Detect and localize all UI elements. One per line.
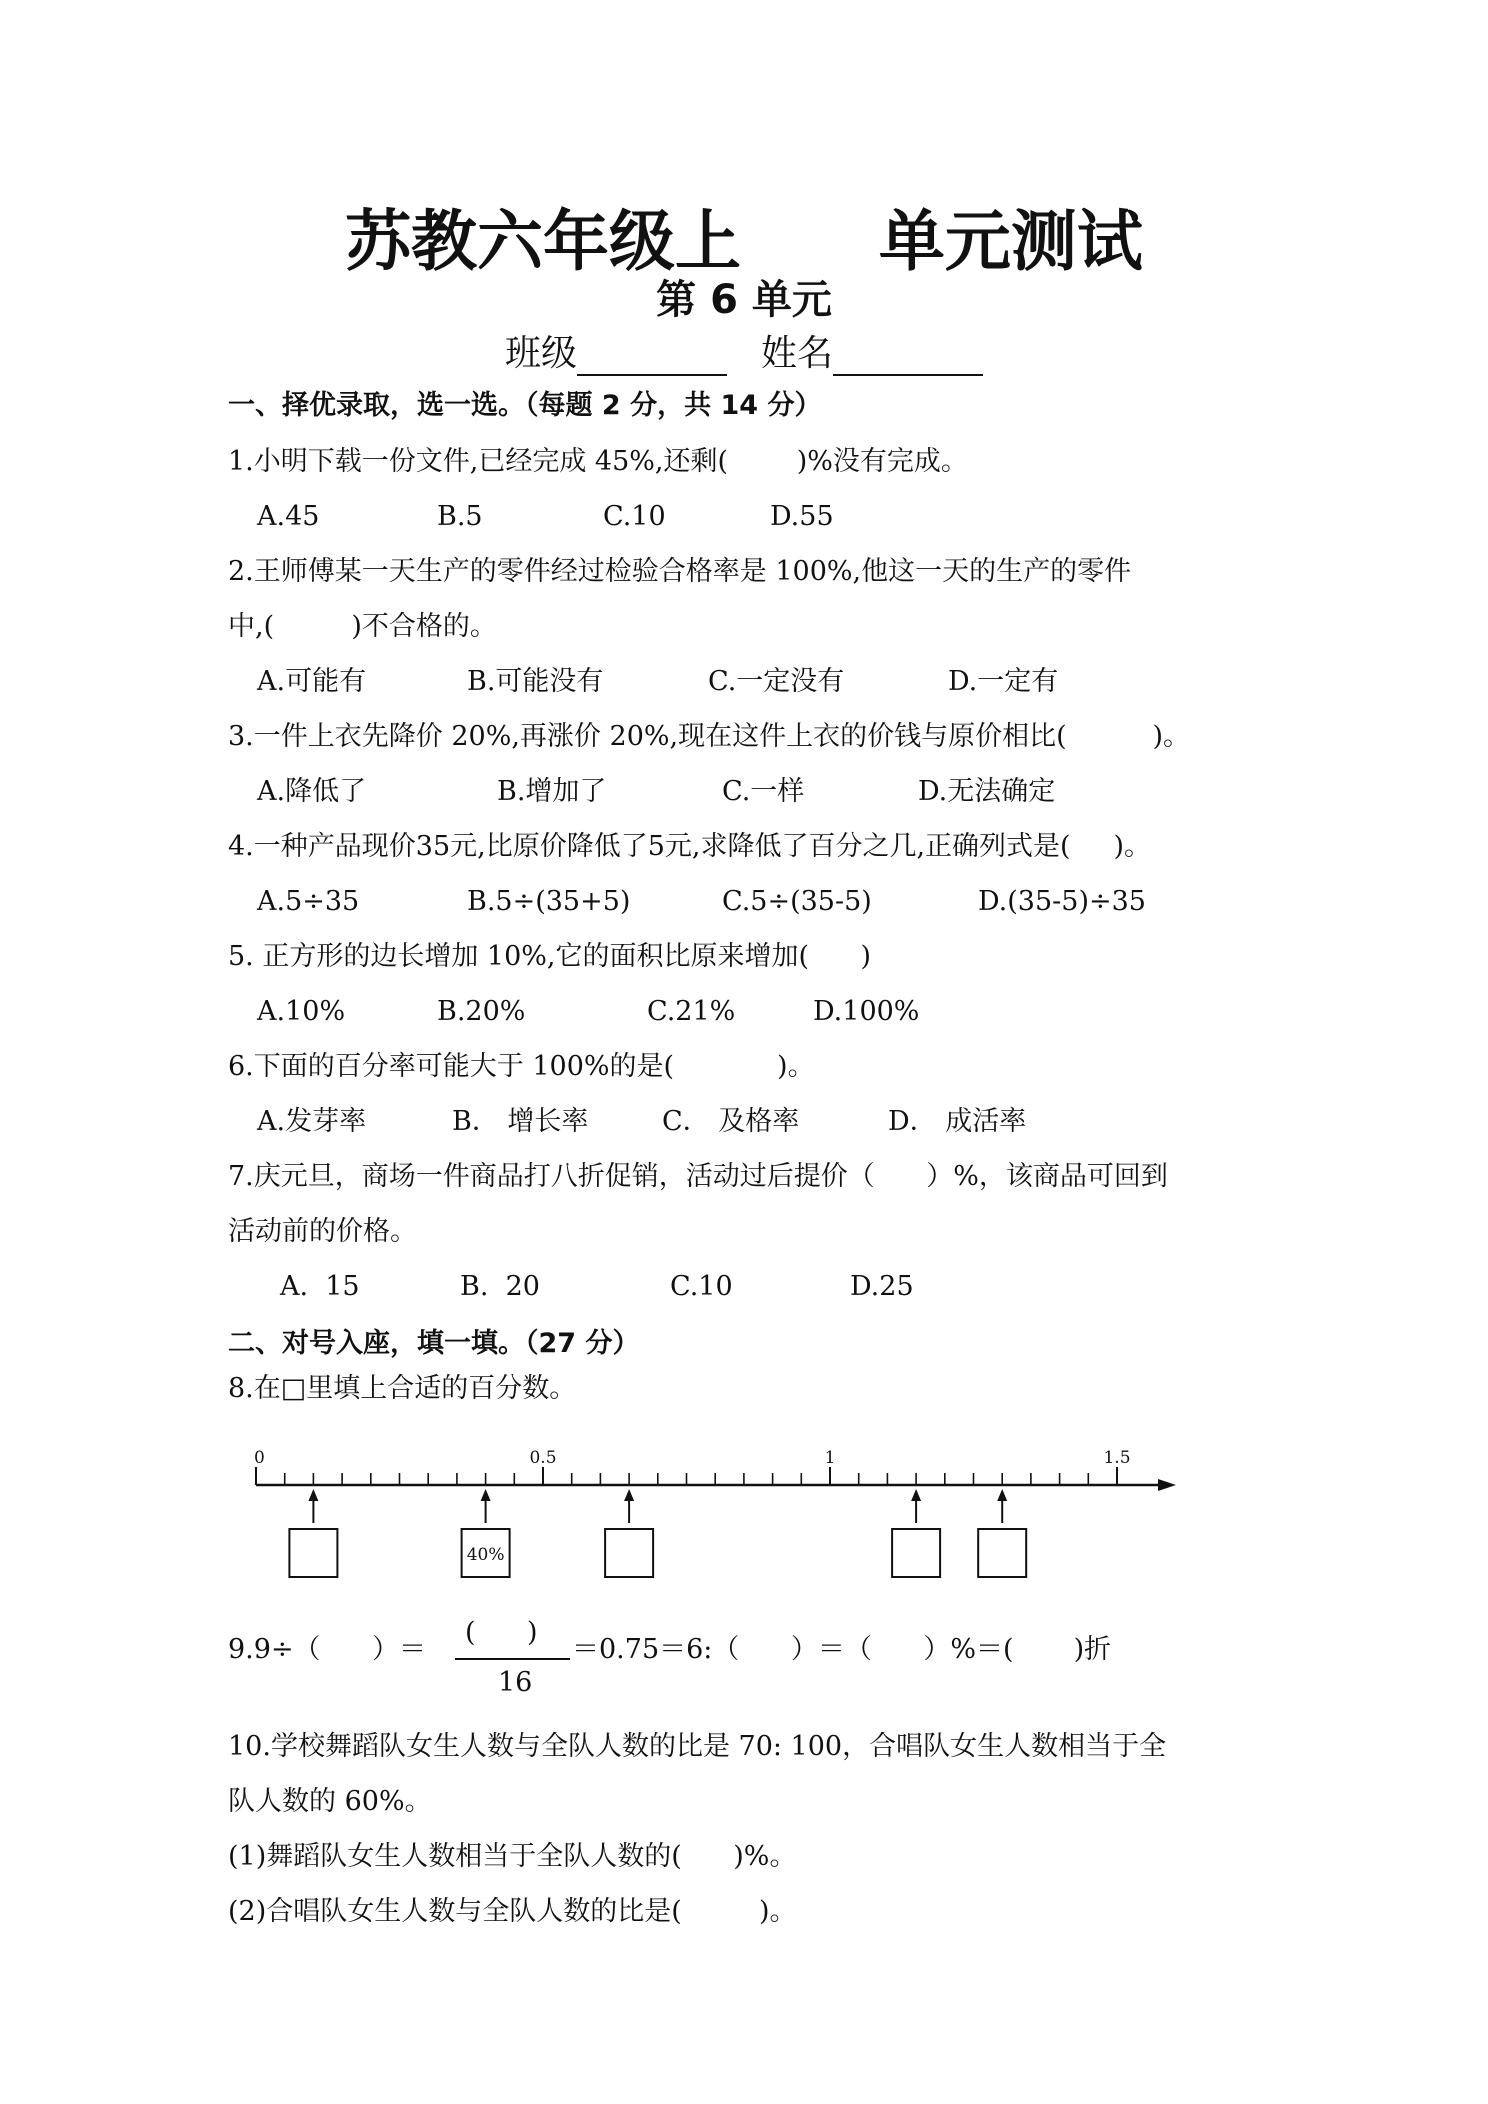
answer-box — [892, 1529, 940, 1577]
q1-option-c[interactable]: C.10 — [603, 501, 666, 532]
number-line-label: 0 — [254, 1448, 265, 1468]
q6-option-b[interactable]: B． 增长率 — [452, 1106, 589, 1137]
q5-option-d[interactable]: D.100% — [813, 996, 920, 1027]
q1-stem: 1.小明下载一份文件,已经完成 45%,还剩( )%没有完成。 — [228, 446, 968, 477]
q7-option-b[interactable]: B. 20 — [460, 1271, 540, 1302]
q3-option-c[interactable]: C.一样 — [722, 776, 805, 807]
q2-option-c[interactable]: C.一定没有 — [708, 666, 845, 697]
q3-option-a[interactable]: A.降低了 — [257, 776, 367, 807]
q6-option-c[interactable]: C． 及格率 — [662, 1106, 800, 1137]
q10-stem-cont: 队人数的 60%。 — [228, 1786, 432, 1817]
q3-stem: 3.一件上衣先降价 20%,再涨价 20%,现在这件上衣的价钱与原价相比( )。 — [228, 721, 1191, 752]
q7-option-c[interactable]: C.10 — [670, 1271, 733, 1302]
q10-sub1: (1)舞蹈队女生人数相当于全队人数的( )%。 — [228, 1841, 797, 1872]
q7-stem-cont: 活动前的价格。 — [228, 1216, 417, 1247]
q10-sub2: (2)合唱队女生人数与全队人数的比是( )。 — [228, 1896, 797, 1927]
q5-option-b[interactable]: B.20% — [437, 996, 526, 1027]
q8-stem: 8.在□里填上合适的百分数。 — [228, 1373, 577, 1404]
given-box-label: 40% — [466, 1545, 505, 1565]
q3-option-d[interactable]: D.无法确定 — [918, 776, 1056, 807]
fraction-bar — [455, 1658, 570, 1660]
q4-stem: 4.一种产品现价35元,比原价降低了5元,求降低了百分之几,正确列式是( )。 — [228, 831, 1152, 862]
number-line-label: 1 — [824, 1448, 836, 1468]
pointer-arrowhead — [997, 1489, 1007, 1501]
q4-option-b[interactable]: B.5÷(35+5) — [467, 886, 631, 917]
q4-option-a[interactable]: A.5÷35 — [257, 886, 360, 917]
number-line-label: 0.5 — [529, 1448, 557, 1468]
q4-option-d[interactable]: D.(35-5)÷35 — [978, 886, 1146, 917]
answer-box — [605, 1529, 653, 1577]
q2-option-a[interactable]: A.可能有 — [257, 666, 367, 697]
pointer-arrowhead — [911, 1489, 921, 1501]
answer-box — [289, 1529, 337, 1577]
pointer-arrowhead — [481, 1489, 491, 1501]
q7-option-a[interactable]: A. 15 — [280, 1271, 360, 1302]
q10-stem: 10.学校舞蹈队女生人数与全队人数的比是 70: 100，合唱队女生人数相当于全 — [228, 1731, 1167, 1762]
pointer-arrowhead — [308, 1489, 318, 1501]
q5-option-a[interactable]: A.10% — [257, 996, 346, 1027]
q6-option-a[interactable]: A.发芽率 — [257, 1106, 367, 1137]
q1-option-a[interactable]: A.45 — [257, 501, 320, 532]
q2-stem: 2.王师傅某一天生产的零件经过检验合格率是 100%,他这一天的生产的零件 — [228, 556, 1132, 587]
q9-denominator: 16 — [498, 1667, 533, 1698]
section1-heading: 一、择优录取，选一选。（每题 2 分，共 14 分） — [228, 390, 822, 421]
unit-subtitle: 第 6 单元 — [656, 277, 832, 323]
q1-option-d[interactable]: D.55 — [770, 501, 834, 532]
section2-heading: 二、对号入座，填一填。（27 分） — [228, 1328, 640, 1359]
q9-fraction — [455, 1612, 570, 1704]
answer-box — [978, 1529, 1026, 1577]
number-line-arrowhead — [1158, 1479, 1176, 1491]
q3-option-b[interactable]: B.增加了 — [497, 776, 607, 807]
q9-suffix: ＝0.75＝6:（ ）＝（ ）%＝( )折 — [572, 1634, 1112, 1665]
name-label: 姓名 — [761, 333, 834, 374]
number-line-label: 1.5 — [1103, 1448, 1131, 1468]
q5-stem: 5. 正方形的边长增加 10%,它的面积比原来增加( ) — [228, 941, 872, 972]
page-title: 苏教六年级上 单元测试 — [345, 203, 1143, 280]
q4-option-c[interactable]: C.5÷(35-5) — [722, 886, 872, 917]
q2-option-d[interactable]: D.一定有 — [948, 666, 1059, 697]
q9-numerator[interactable]: ( ) — [465, 1617, 538, 1648]
class-label: 班级 — [504, 333, 577, 374]
q7-option-d[interactable]: D.25 — [850, 1271, 914, 1302]
q9-prefix: 9.9÷（ ）＝ — [228, 1634, 427, 1665]
q2-option-b[interactable]: B.可能没有 — [467, 666, 604, 697]
q2-stem-cont: 中,( )不合格的。 — [228, 611, 497, 642]
q1-option-b[interactable]: B.5 — [437, 501, 483, 532]
q5-option-c[interactable]: C.21% — [647, 996, 736, 1027]
q6-stem: 6.下面的百分率可能大于 100%的是( )。 — [228, 1051, 815, 1082]
pointer-arrowhead — [624, 1489, 634, 1501]
q6-option-d[interactable]: D． 成活率 — [888, 1106, 1027, 1137]
q7-stem: 7.庆元旦，商场一件商品打八折促销，活动过后提价（ ）%，该商品可回到 — [228, 1161, 1168, 1192]
